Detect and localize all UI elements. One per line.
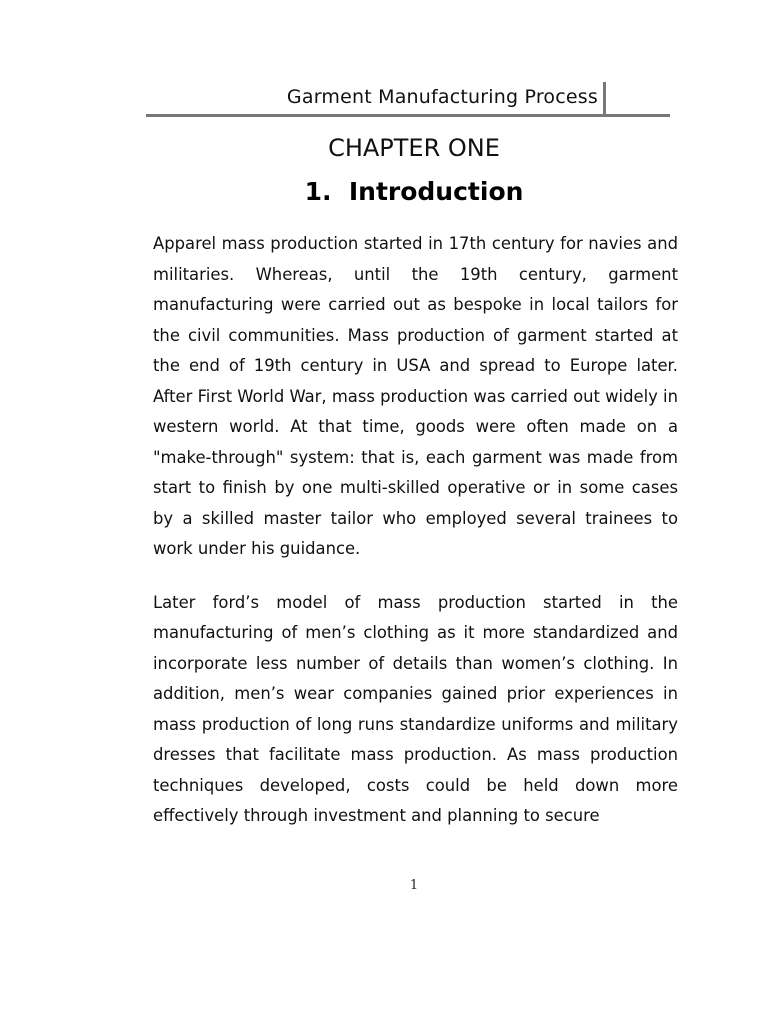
running-header xyxy=(146,80,670,116)
chapter-label: CHAPTER ONE xyxy=(328,134,500,162)
body-text xyxy=(153,229,678,832)
page-number: 1 xyxy=(409,878,419,893)
header-vertical-rule xyxy=(603,82,606,115)
section-heading: 1. Introduction xyxy=(304,177,524,206)
paragraph-1: Apparel mass production started in 17th century for navies and militaries. Whereas, until the 19th century, garment manufacturing were carried out as bespoke in local tailors for the civil communities. Mass production of garment started at the end of 19th century in USA and spread to Europe later. After First World War, mass production was carried out widely in western world. At that time, goods were often made on a "make-through" system: that is, each garment was made from start to finish by one multi-skilled operative or in some cases by a skilled master tailor who employed several trainees to work under his guidance. xyxy=(153,234,678,558)
paragraph-2: Later ford’s model of mass production started in the manufacturing of men’s clothing as it more standardized and incorporate less number of details than women’s clothing. In addition, men’s wear companies gained prior experiences in mass production of long runs standardize uniforms and military dresses that facilitate mass production. As mass production techniques developed, costs could be held down more effectively through investment and planning to secure xyxy=(153,592,678,825)
header-horizontal-rule xyxy=(146,114,670,117)
header-title: Garment Manufacturing Process xyxy=(286,86,598,108)
